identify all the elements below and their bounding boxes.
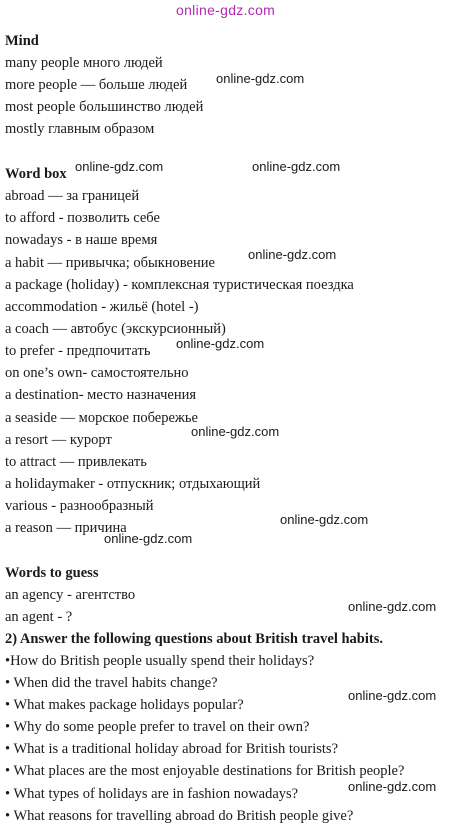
question-item: • What places are the most enjoyable destinations for British people? [5, 763, 405, 779]
word-box-item: accommodation - жильё (hotel -) [5, 299, 199, 315]
watermark: online-gdz.com [104, 531, 193, 546]
word-box-item: a reason — причина [5, 520, 127, 536]
watermark: online-gdz.com [191, 424, 280, 439]
word-box-item: on one’s own- самостоятельно [5, 365, 189, 381]
watermark: online-gdz.com [248, 247, 337, 262]
words-to-guess-item: an agent - ? [5, 609, 73, 625]
word-box-item: a resort — курорт [5, 432, 112, 448]
watermark: online-gdz.com [75, 159, 164, 174]
question-item: • What types of holidays are in fashion nowadays? [5, 786, 299, 802]
word-box-item: a seaside — морское побережье [5, 410, 198, 426]
word-box-item: various - разнообразный [5, 498, 154, 514]
question-item: • What is a traditional holiday abroad for British tourists? [5, 741, 339, 757]
mind-item: more people — больше людей [5, 77, 188, 93]
words-to-guess-heading: Words to guess [5, 565, 99, 581]
word-box-item: a destination- место назначения [5, 387, 197, 403]
question-item: • Why do some people prefer to travel on their own? [5, 719, 310, 735]
watermark: online-gdz.com [176, 336, 265, 351]
question-item: • What makes package holidays popular? [5, 697, 244, 713]
word-box-item: nowadays - в наше время [5, 232, 158, 248]
question-item: • What reasons for travelling abroad do British people give? [5, 808, 354, 824]
mind-item: many people много людей [5, 55, 163, 71]
word-box-heading: Word box [5, 166, 67, 182]
watermark-top: online-gdz.com [176, 2, 276, 18]
word-box-item: a package (holiday) - комплексная туристическая поездка [5, 277, 354, 293]
mind-heading: Mind [5, 33, 39, 49]
watermark: online-gdz.com [348, 688, 437, 703]
watermark: online-gdz.com [280, 512, 369, 527]
word-box-item: to prefer - предпочитать [5, 343, 151, 359]
question-item: •How do British people usually spend their holidays? [5, 653, 315, 669]
word-box-item: to afford - позволить себе [5, 210, 160, 226]
task-heading: 2) Answer the following questions about British travel habits. [5, 631, 383, 647]
word-box-item: a habit — привычка; обыкновение [5, 255, 215, 271]
word-box-item: to attract — привлекать [5, 454, 147, 470]
watermark: online-gdz.com [348, 779, 437, 794]
watermark: online-gdz.com [348, 599, 437, 614]
question-item: • When did the travel habits change? [5, 675, 218, 691]
word-box-item: abroad — за границей [5, 188, 140, 204]
word-box-item: a coach — автобус (экскурсионный) [5, 321, 226, 337]
words-to-guess-item: an agency - агентство [5, 587, 136, 603]
mind-item: most people большинство людей [5, 99, 204, 115]
watermark: online-gdz.com [216, 71, 305, 86]
watermark: online-gdz.com [252, 159, 341, 174]
word-box-item: a holidaymaker - отпускник; отдыхающий [5, 476, 261, 492]
mind-item: mostly главным образом [5, 121, 155, 137]
